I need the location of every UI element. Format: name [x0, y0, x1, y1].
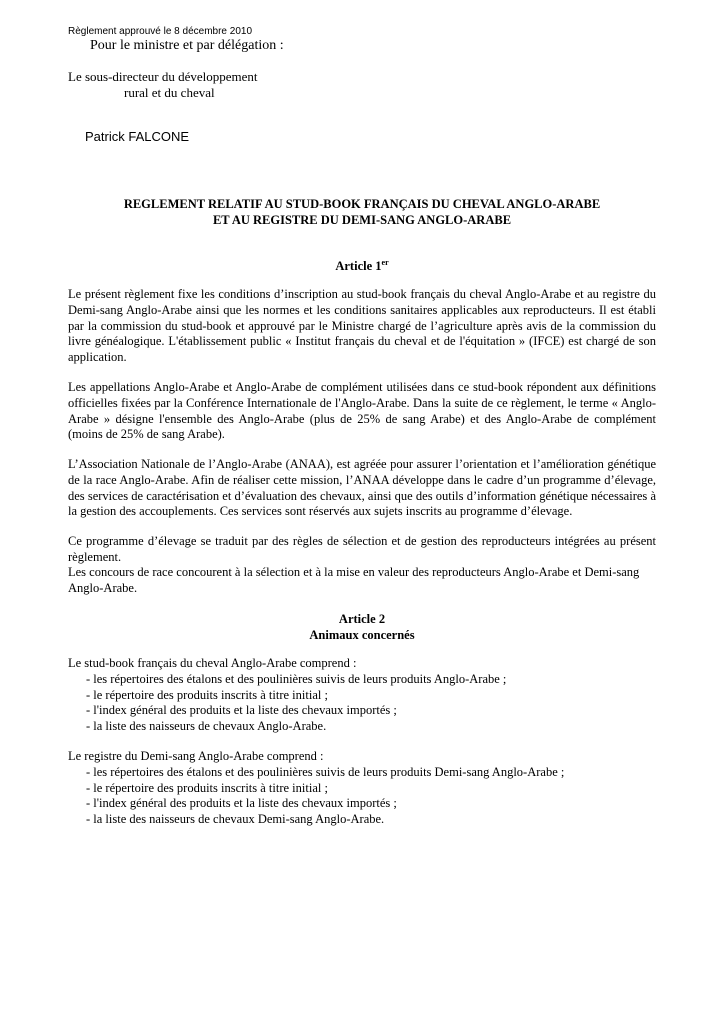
document-title-line-2: ET AU REGISTRE DU DEMI-SANG ANGLO-ARABE: [212, 213, 512, 227]
list-item: - la liste des naisseurs de chevaux Anglo-Arabe.: [86, 719, 327, 733]
registre-list-intro: Le registre du Demi-sang Anglo-Arabe comprend :: [68, 749, 324, 763]
article-1-paragraph-2: Les appellations Anglo-Arabe et Anglo-Arabe de complément utilisées dans ce stud-book répondent aux définitions officielles fixées par la Conférence Internationale de l'Anglo-Arabe. Dans la suite de ce règlement, le terme « Anglo-Arabe » désigne l'ensemble des Anglo-Arabe (plus de 25% de sang Arabe) et des Anglo-Arabe de complément (moins de 25% de sang Arabe).: [68, 380, 656, 442]
document-title: [68, 196, 656, 228]
list-item: - les répertoires des étalons et des poulinières suivis de leurs produits Demi-sang Anglo-Arabe ;: [86, 764, 565, 779]
delegation-line: Pour le ministre et par délégation :: [90, 38, 284, 53]
article-2-subheading: Animaux concernés: [309, 628, 415, 642]
subdirector-line-2: rural et du cheval: [124, 85, 215, 100]
article-1-superscript: er: [381, 258, 389, 267]
list-item: - l'index général des produits et la liste des chevaux importés ;: [86, 703, 397, 718]
subdirector-line-1: Le sous-directeur du développement: [68, 69, 258, 84]
subdirector-block: [68, 69, 258, 101]
article-2-heading: [68, 611, 656, 643]
list-item: - les répertoires des étalons et des poulinières suivis de leurs produits Anglo-Arabe ;: [86, 671, 507, 686]
article-1-paragraph-4: Ce programme d’élevage se traduit par des règles de sélection et de gestion des reproducteurs intégrées au présent règlement.: [68, 534, 656, 564]
document-title-line-1: REGLEMENT RELATIF AU STUD-BOOK FRANÇAIS DU CHEVAL ANGLO-ARABE: [123, 197, 601, 211]
article-2-label: Article 2: [338, 612, 386, 626]
article-1-label: Article 1: [335, 259, 382, 273]
registre-list-items: [68, 765, 656, 828]
studbook-list-intro: Le stud-book français du cheval Anglo-Arabe comprend :: [68, 656, 357, 670]
list-item: - l'index général des produits et la liste des chevaux importés ;: [86, 796, 397, 811]
studbook-list-items: [68, 672, 656, 735]
list-item: - le répertoire des produits inscrits à titre initial ;: [86, 687, 328, 702]
signatory-name: Patrick FALCONE: [85, 129, 190, 144]
article-1-paragraph-5: Les concours de race concourent à la sélection et à la mise en valeur des reproducteurs Anglo-Arabe et Demi-sang Anglo-Arabe.: [68, 565, 640, 595]
article-1-heading-text: [68, 258, 656, 274]
approval-date-line: Règlement approuvé le 8 décembre 2010: [68, 26, 253, 37]
registre-list: [68, 749, 656, 828]
list-item: - le répertoire des produits inscrits à titre initial ;: [86, 780, 328, 795]
article-1-paragraph-1: Le présent règlement fixe les conditions d’inscription au stud-book français du cheval Anglo-Arabe et au registre du Demi-sang Anglo-Arabe ainsi que les normes et les conditions sanitaires applicables aux reproducteurs. Il est établi par la commission du stud-book et approuvé par le Ministre chargé de l’agriculture après avis de la commission du livre généalogique. L'établissement public « Institut français du cheval et de l'équitation » (IFCE) est chargé de son application.: [68, 287, 656, 364]
list-item: - la liste des naisseurs de chevaux Demi-sang Anglo-Arabe.: [86, 812, 385, 826]
studbook-list: [68, 656, 656, 735]
article-1-paragraph-3: L’Association Nationale de l’Anglo-Arabe (ANAA), est agréée pour assurer l’orientation et l’amélioration génétique de la race Anglo-Arabe. Afin de réaliser cette mission, l’ANAA développe dans le cadre d’un programme d’élevage, des services de caractérisation et d’évaluation des chevaux, ainsi que des outils d’information génétique nécessaires à la gestion des accouplements. Ces services sont réservés aux sujets inscrits au programme d’élevage.: [68, 457, 656, 519]
article-1-heading: [68, 258, 656, 274]
